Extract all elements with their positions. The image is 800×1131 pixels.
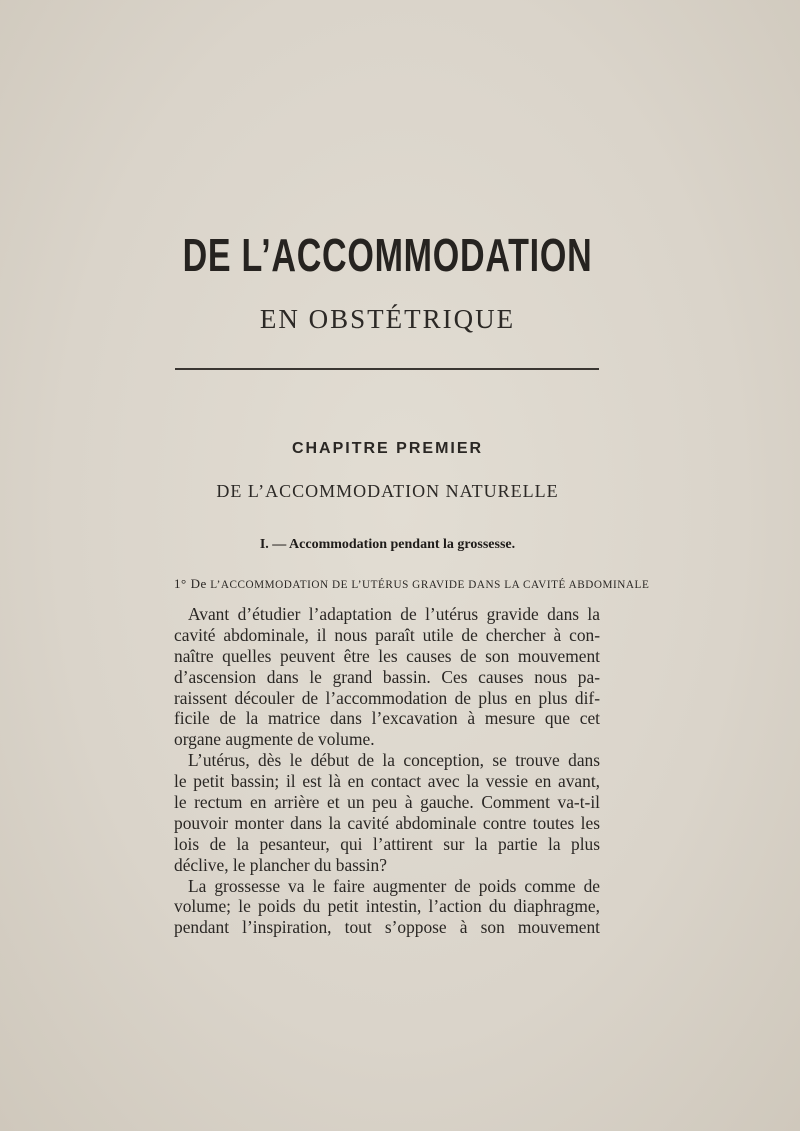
section-heading: I. — Accommodation pendant la grossesse. [259, 537, 516, 552]
page-subtitle: EN OBSTÉTRIQUE [259, 304, 516, 334]
body-line: La grossesse va le faire augmenter de poids comme de [188, 875, 600, 896]
body-line: ficile de la matrice dans l’excavation à mesure que cet [174, 708, 600, 729]
subsection-rest: L’ACCOMMODATION DE L’UTÉRUS GRAVIDE DANS LA CAVITÉ ABDOMINALE [210, 579, 650, 591]
body-line: volume; le poids du petit intestin, l’action du diaphragme, [174, 896, 600, 917]
body-line: organe augmente de volume. [174, 729, 375, 750]
page-title: DE L’ACCOMMODATION [182, 229, 593, 281]
body-line: d’ascension dans le grand bassin. Ces causes nous pa- [174, 666, 600, 687]
body-line: raissent découler de l’accommodation de plus en plus dif- [174, 687, 600, 708]
subsection-heading [174, 576, 650, 592]
subsection-lead: 1° De [174, 576, 207, 591]
body-line: pendant l’inspiration, tout s’oppose à son mouvement [174, 917, 600, 938]
chapter-heading: CHAPITRE PREMIER [291, 440, 484, 457]
body-line: le rectum en arrière et un peu à gauche. Comment va-t-il [174, 792, 600, 813]
body-line: naître quelles peuvent être les causes de son mouvement [174, 645, 600, 666]
body-line: L’utérus, dès le début de la conception, se trouve dans [188, 750, 600, 771]
body-line: lois de la pesanteur, qui l’attirent sur la partie la plus [174, 833, 600, 854]
body-line: Avant d’étudier l’adaptation de l’utérus gravide dans la [188, 604, 600, 624]
chapter-subheading: DE L’ACCOMMODATION NATURELLE [216, 481, 559, 501]
body-text [174, 604, 600, 938]
body-line: pouvoir monter dans la cavité abdominale contre toutes les [174, 812, 600, 833]
body-line: déclive, le plancher du bassin? [174, 854, 387, 875]
title-rule-divider [175, 368, 599, 370]
body-line: le petit bassin; il est là en contact avec la vessie en avant, [174, 771, 600, 792]
body-line: cavité abdominale, il nous paraît utile de chercher à con- [174, 624, 600, 645]
